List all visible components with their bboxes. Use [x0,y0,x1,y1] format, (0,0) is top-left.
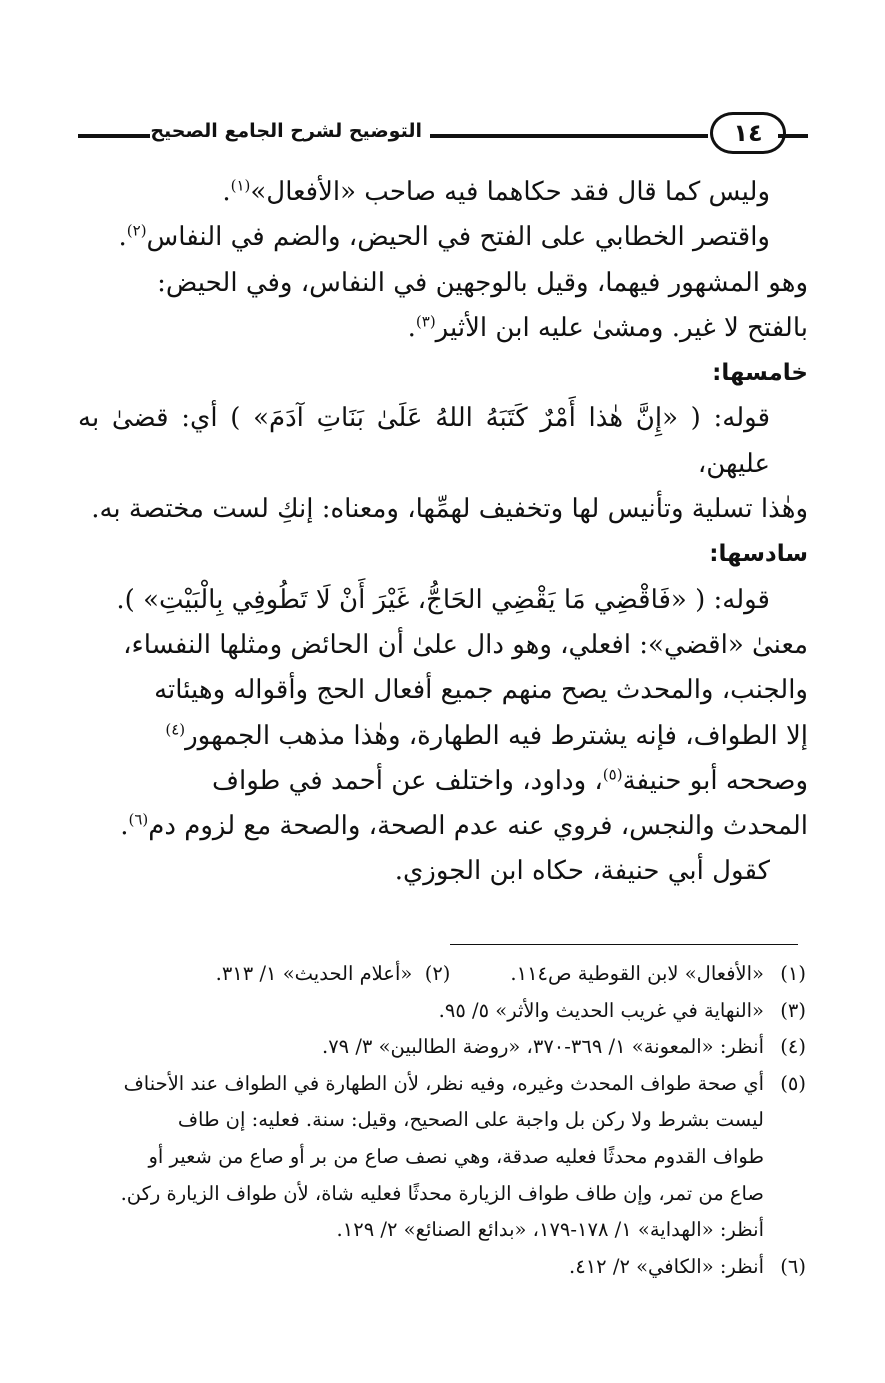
footnote-number: (٦) [780,1254,806,1278]
paragraph-line: قوله: ( «إِنَّ هٰذا أَمْرٌ كَتَبَهُ اللهُ عَلَىٰ بَنَاتِ آدَمَ» ) أي: قضىٰ به عليهن، [78,403,770,479]
footnote-line: أنظر: «الهداية» ١/ ١٧٨-١٧٩، «بدائع الصنائع» ٢/ ١٢٩. [336,1218,764,1242]
footnote [90,993,806,1030]
paragraph-line: وهو المشهور فيهما، وقيل بالوجهين في النفاس، وفي الحيض: [157,267,808,298]
header-rule-right [778,134,808,138]
footnote-text: أنظر: «المعونة» ١/ ٣٦٩-٣٧٠، «روضة الطالبين» ٣/ ٧٩. [321,1035,764,1059]
paragraph-line: بالفتح لا غير. ومشىٰ عليه ابن الأثير$^{(٣)}$. [407,312,808,343]
footnote [90,956,806,993]
footnote-ref: (٢) [126,221,147,240]
footnote-ref: (٥) [602,765,623,784]
footnote-ref: (٣) [415,312,436,331]
footnote-text: «الأفعال» لابن القوطية ص١١٤. [510,962,764,985]
paragraph-line: وهٰذا تسلية وتأنيس لها وتخفيف لهمِّها، ومعناه: إنكِ لست مختصة به. [91,494,808,525]
footnote [90,1249,806,1286]
paragraph-line: إلا الطواف، فإنه يشترط فيه الطهارة، وهٰذا مذهب الجمهور$^{(٤)}$ [165,719,808,751]
section-heading: سادسها: [709,541,808,568]
header-rule-middle [430,134,708,138]
footnotes [90,956,806,1285]
footnote [90,1029,806,1066]
page-number: ١٤ [710,112,786,154]
paragraph-line: وليس كما قال فقد حكاهما فيه صاحب «الأفعال»$^{(١)}$. [222,176,770,207]
paragraph-line: المحدث والنجس، فروي عنه عدم الصحة، والصحة مع لزوم دم$^{(٦)}$. [120,810,808,842]
footnote-text: «النهاية في غريب الحديث والأثر» ٥/ ٩٥. [438,998,764,1022]
footnote-text: «أعلام الحديث» ١/ ٣١٣. [215,962,413,985]
footnote-line: طواف القدوم محدثًا فعليه صدقة، وهي نصف صاع من بر أو صاع من شعير أو [148,1144,764,1168]
paragraph-line: واقتصر الخطابي على الفتح في الحيض، والضم في النفاس$^{(٢)}$. [118,221,770,253]
footnote-number: (٥) [780,1071,806,1095]
running-header [78,112,808,156]
paragraph-line: كقول أبي حنيفة، حكاه ابن الجوزي. [394,856,770,887]
header-rule-left [78,134,150,138]
paragraph-line: قوله: ( «فَاقْضِي مَا يَقْضِي الحَاجُّ، غَيْرَ أَنْ لَا تَطُوفِي بِالْبَيْتِ» ). [116,584,770,615]
footnote-number: (٣) [780,998,806,1022]
paragraph-line: والجنب، والمحدث يصح منهم جميع أفعال الحج وأقواله وهيئاته [154,675,808,706]
footnote-number: (٤) [780,1035,806,1059]
footnote-ref: (١) [230,176,251,195]
footnote-ref: (٦) [128,810,149,829]
footnote-separator [450,944,798,945]
section-heading: خامسها: [712,360,808,387]
footnote-line: أي صحة طواف المحدث وغيره، وفيه نظر، لأن الطهارة في الطواف عند الأحناف [123,1071,764,1095]
running-title: التوضيح لشرح الجامع الصحيح [150,120,422,142]
footnote-number: (٢) [424,962,451,985]
paragraph-line: وصححه أبو حنيفة$^{(٥)}$، وداود، واختلف عن أحمد في طواف [212,765,808,796]
footnote-line: صاع من تمر، وإن طاف طواف الزيارة محدثًا فعليه شاة، لأن طواف الزيارة ركن. [120,1181,764,1205]
footnote [90,1066,806,1249]
footnote-ref: (٤) [165,719,186,738]
paragraph-line: معنىٰ «اقضي»: افعلي، وهو دال علىٰ أن الحائض ومثلها النفساء، [123,629,808,660]
footnote-text: أنظر: «الكافي» ٢/ ٤١٢. [569,1254,764,1278]
footnote-number: (١) [780,962,806,985]
main-text [78,170,808,895]
footnote-line: ليست بشرط ولا ركن بل واجبة على الصحيح، وقيل: سنة. فعليه: إن طاف [177,1108,764,1132]
